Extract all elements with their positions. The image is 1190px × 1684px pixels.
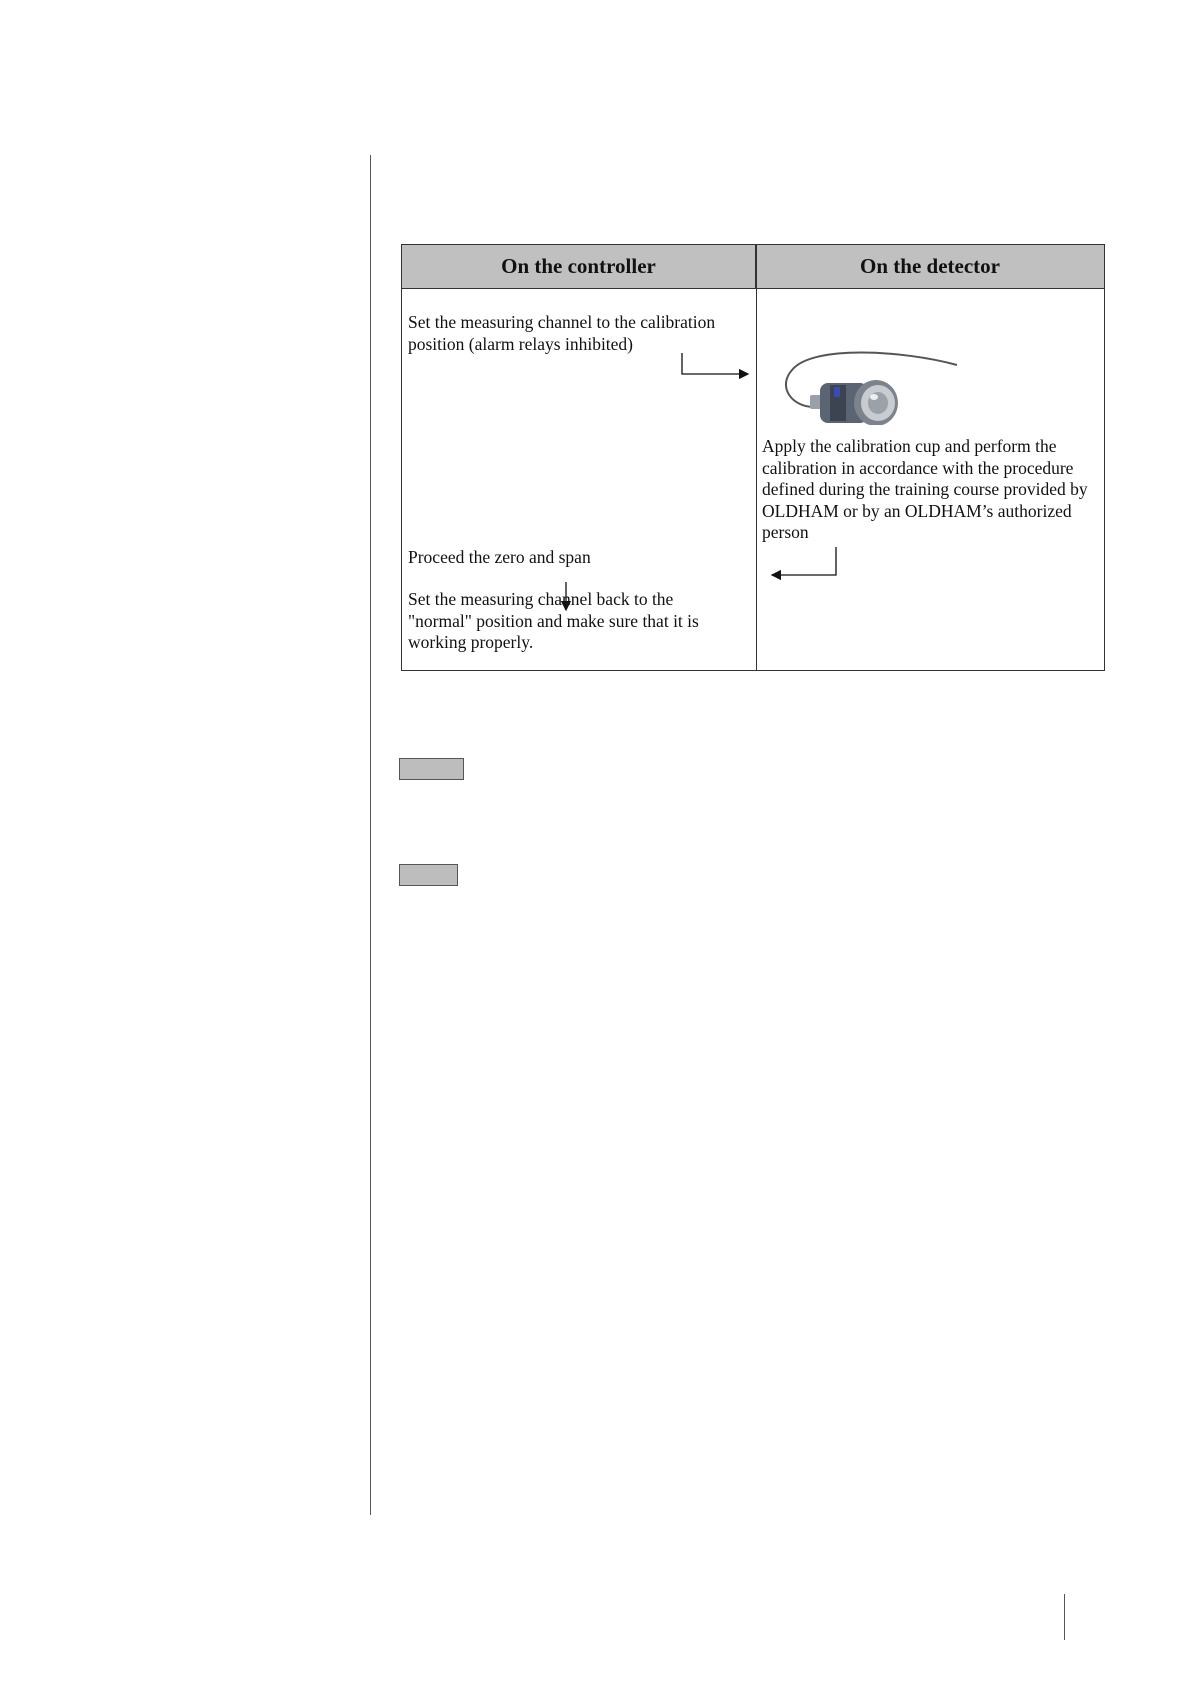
- arrow-to-controller: [772, 547, 836, 575]
- step-set-calibration-position: Set the measuring channel to the calibration position (alarm relays inhibited): [408, 312, 716, 354]
- arrow-to-detector: [682, 353, 748, 374]
- header-detector: On the detector: [756, 245, 1104, 289]
- section-marker-box-1: [399, 758, 464, 780]
- calibration-procedure-table: [401, 244, 1105, 671]
- header-controller: On the controller: [402, 245, 756, 289]
- step-zero-and-span: Proceed the zero and span: [408, 547, 591, 567]
- section-marker-box-2: [399, 864, 458, 886]
- step-apply-calibration-cup: Apply the calibration cup and perform the calibration in accordance with the procedure defined during the training course provided by OLDHAM or by an OLDHAM’s authorized person: [762, 436, 1088, 542]
- step-back-to-normal: Set the measuring channel back to the "normal" position and make sure that it is working properly.: [408, 589, 699, 652]
- margin-rule: [370, 155, 371, 1515]
- footer-rule: [1064, 1594, 1065, 1640]
- flow-arrows: [402, 245, 1104, 670]
